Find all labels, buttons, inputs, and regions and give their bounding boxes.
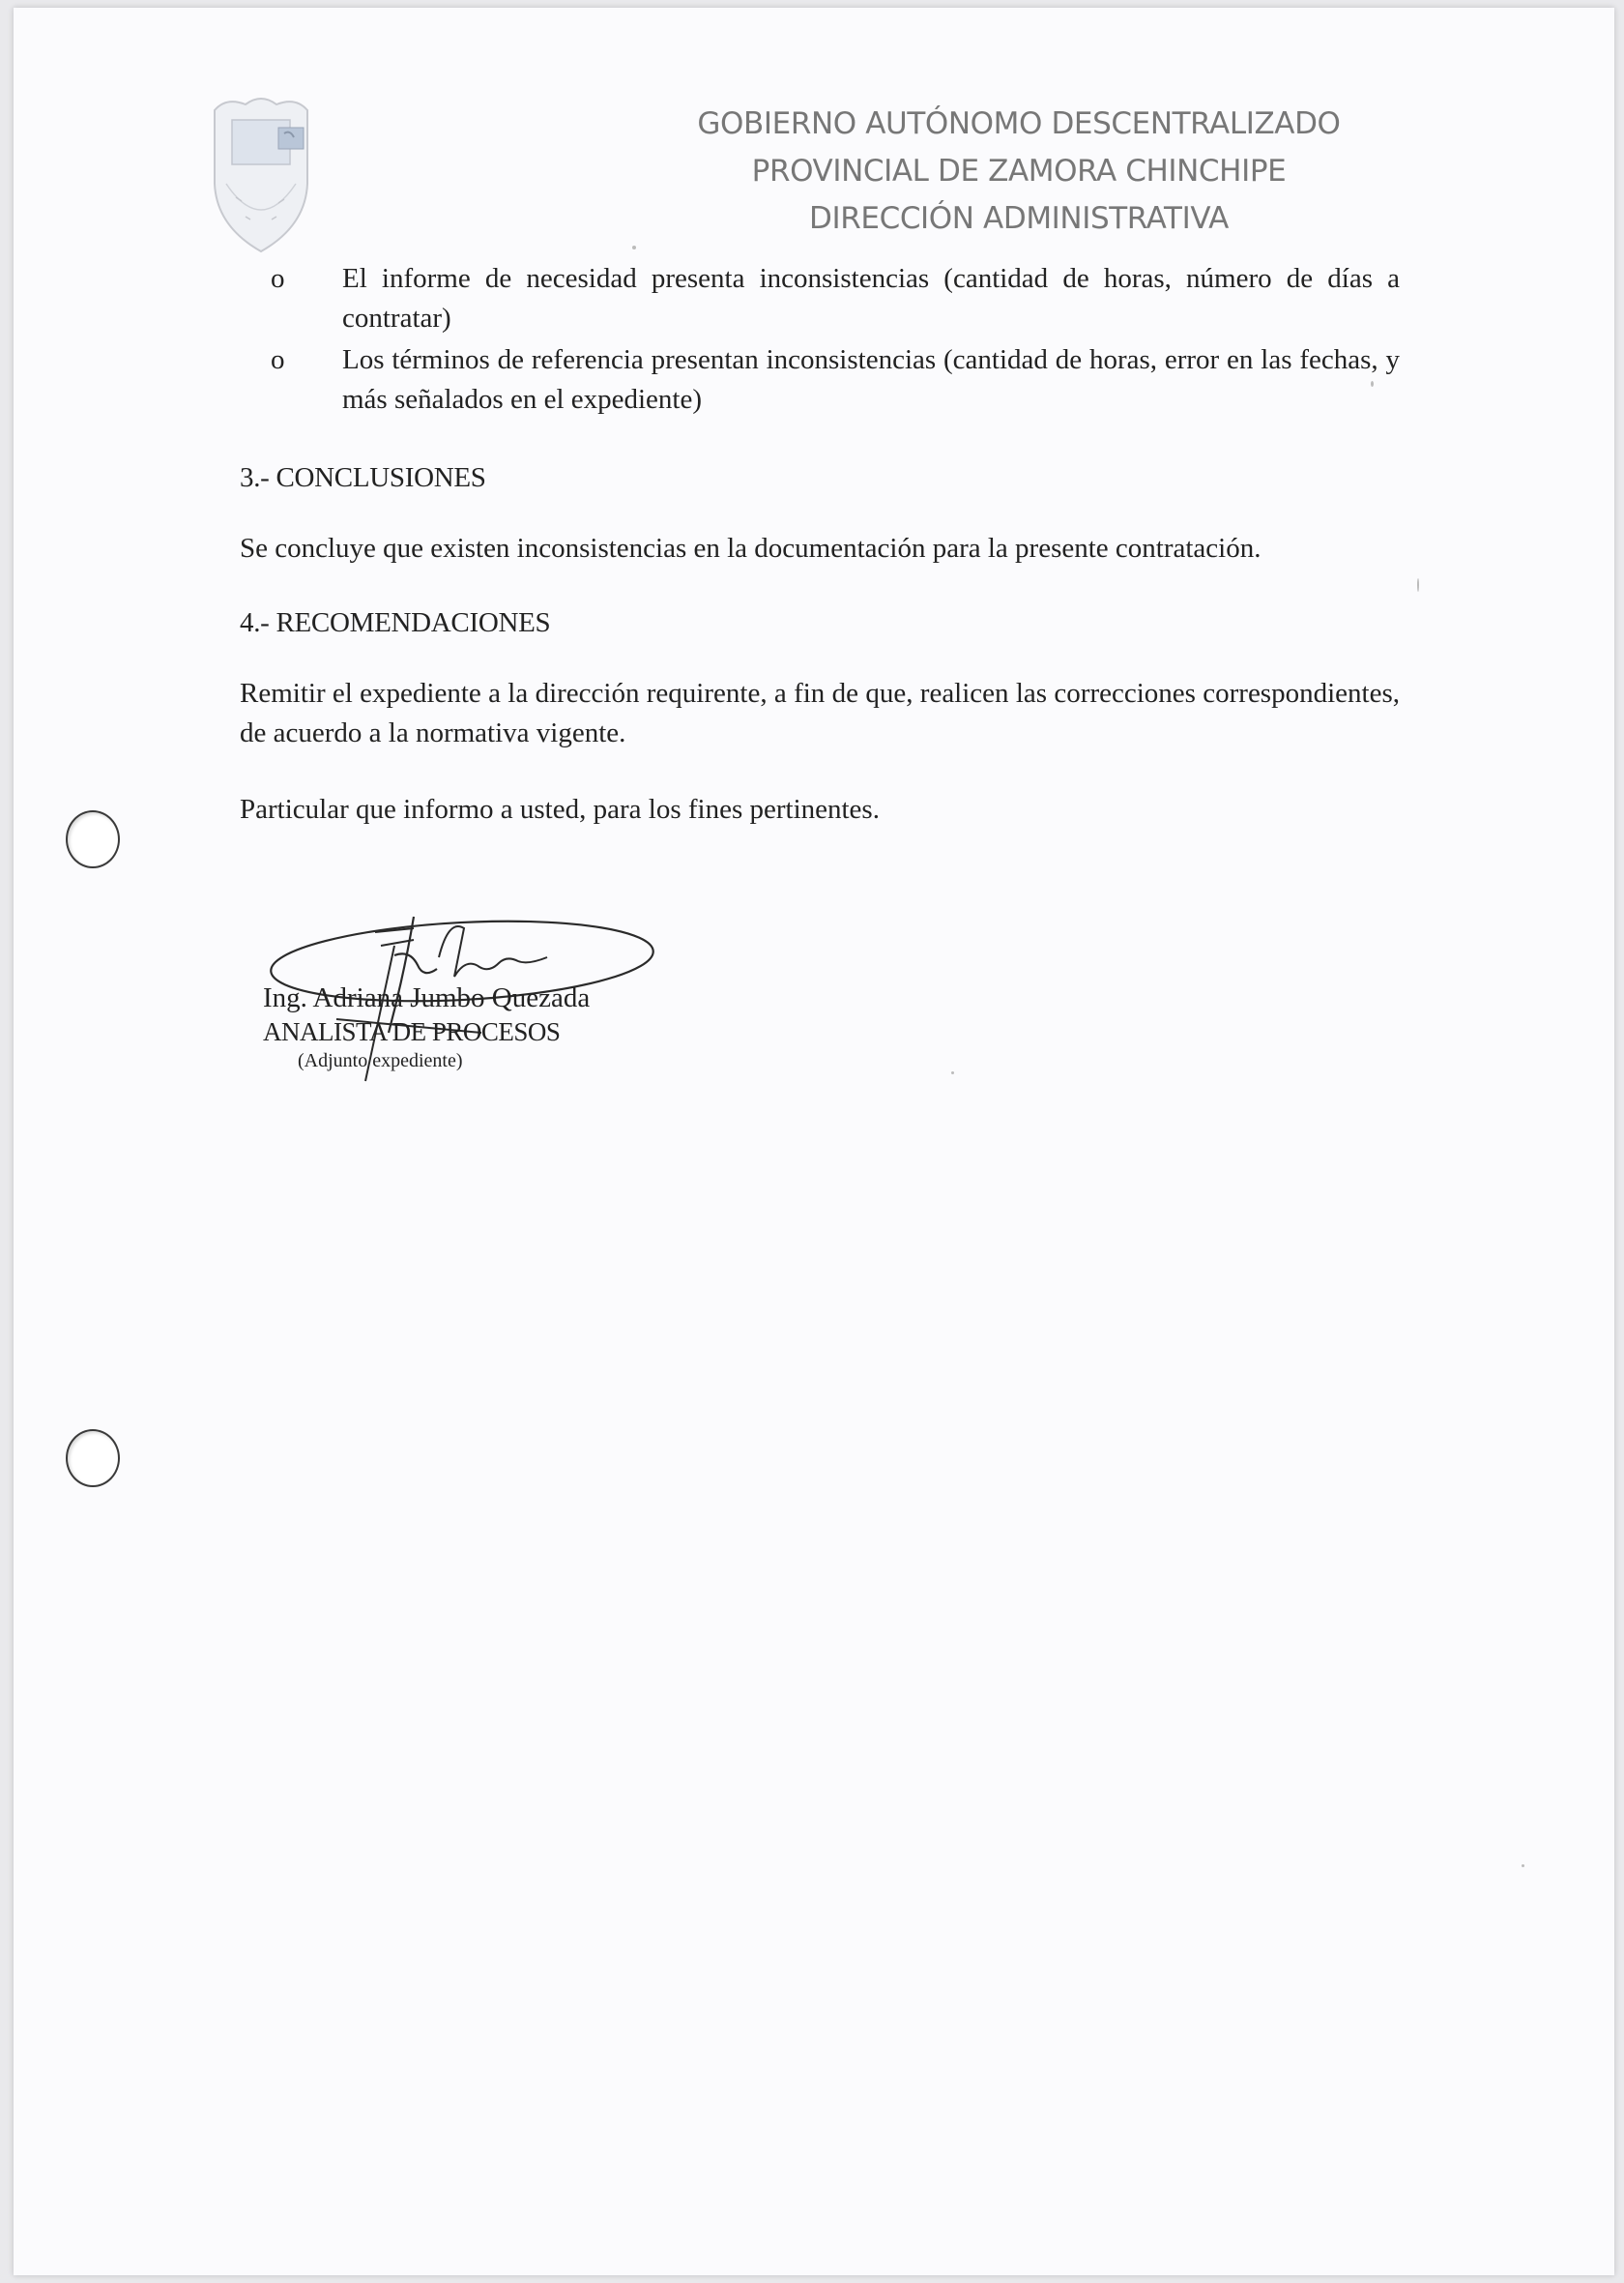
signatory-name: Ing. Adriana Jumbo Quezada: [263, 982, 591, 1013]
recommendations-text: Remitir el expediente a la dirección requirente, a fin de que, realicen las correcciones correspondientes, de acuerdo a la normativa vigente.: [240, 678, 1400, 748]
list-bullet: o: [271, 263, 285, 294]
header-line-3: DIRECCIÓN ADMINISTRATIVA: [809, 201, 1229, 236]
scan-speck: [951, 1071, 954, 1074]
institution-header: [555, 101, 1483, 243]
list-item-text: Los términos de referencia presentan inconsistencias (cantidad de horas, error en las fechas, y más señalados en el expediente): [342, 344, 1400, 415]
inconsistency-list: [240, 259, 1400, 420]
list-item: [240, 259, 1400, 338]
attachment-note: (Adjunto expediente): [298, 1050, 463, 1071]
scan-speck: [632, 246, 636, 249]
header-line-2: PROVINCIAL DE ZAMORA CHINCHIPE: [751, 154, 1287, 189]
list-bullet: o: [271, 344, 285, 375]
punch-hole-bottom: [66, 1429, 120, 1487]
recommendations-heading: 4.- RECOMENDACIONES: [240, 607, 551, 638]
document-page: [14, 8, 1614, 2275]
scan-speck: [1371, 381, 1374, 387]
signatory-title: ANALISTA DE PROCESOS: [263, 1017, 561, 1046]
list-item-text: El informe de necesidad presenta inconsistencias (cantidad de horas, número de días a contratar): [342, 263, 1400, 334]
conclusions-text: Se concluye que existen inconsistencias en la documentación para la presente contratación.: [240, 533, 1262, 564]
closing-text: Particular que informo a usted, para los fines pertinentes.: [240, 794, 880, 825]
scan-speck: [1417, 578, 1419, 592]
list-item: [240, 340, 1400, 420]
header-line-1: GOBIERNO AUTÓNOMO DESCENTRALIZADO: [697, 106, 1341, 141]
document-body: [240, 259, 1400, 830]
scan-speck: [1522, 1864, 1524, 1867]
coat-of-arms-logo: [197, 91, 325, 255]
punch-hole-top: [66, 810, 120, 868]
conclusions-heading: 3.- CONCLUSIONES: [240, 462, 486, 493]
